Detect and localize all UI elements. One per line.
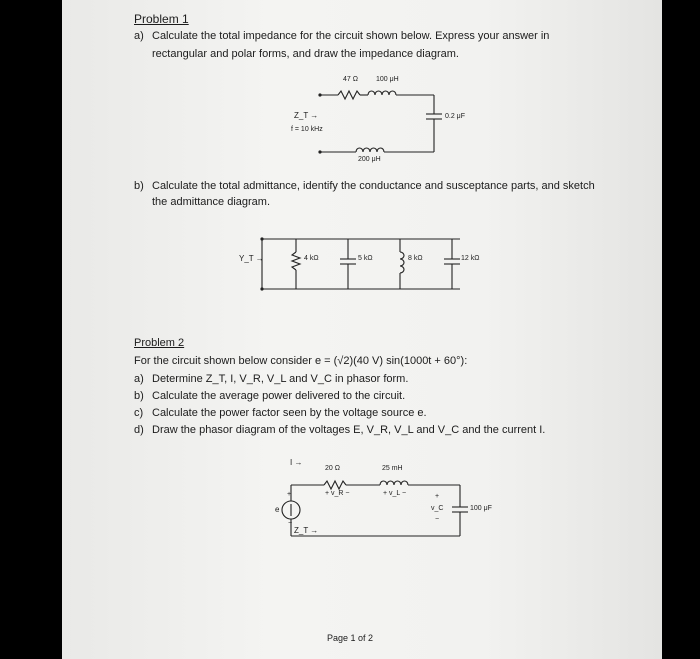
problem2-item-c-text: Calculate the power factor seen by the voltage source e. xyxy=(152,407,427,419)
problem2-item-d-text: Draw the phasor diagram of the voltages E, V_R, V_L and V_C and the current I. xyxy=(152,424,546,436)
problem1-part-a-line2: rectangular and polar forms, and draw the impedance diagram. xyxy=(152,48,459,60)
circuit-b-c1-label: 5 kΩ xyxy=(358,255,373,262)
problem1-title: Problem 1 xyxy=(134,12,189,26)
voltage-source-icon xyxy=(282,501,300,519)
problem1-part-a-line1: Calculate the total impedance for the circuit shown below. Express your answer in xyxy=(152,30,550,42)
circuit-a-zt-label: Z_T → xyxy=(294,111,319,120)
circuit-b-wires xyxy=(260,237,460,290)
circuit-b-r1-label: 4 kΩ xyxy=(304,255,319,262)
circuit-2-capacitor-label: 100 μF xyxy=(470,505,492,512)
problem2-item-a-text: Determine Z_T, I, V_R, V_L and V_C in phasor form. xyxy=(152,373,409,385)
circuit-a-capacitor-label: 0.2 μF xyxy=(445,113,465,120)
circuit-2-vc-minus: − xyxy=(435,516,440,523)
circuit-2-vl-label: + v_L − xyxy=(383,490,407,497)
problem2-title: Problem 2 xyxy=(134,337,185,349)
problem2-item-b-text: Calculate the average power delivered to the circuit. xyxy=(152,390,406,402)
circuit-2-vc-label: v_C xyxy=(431,505,444,512)
circuit-b-c2-label: 12 kΩ xyxy=(461,255,480,262)
circuit-b-yt-label: Y_T → xyxy=(239,254,264,263)
circuit-2-source-plus: + xyxy=(287,491,292,498)
problem1-part-b-label: b) xyxy=(134,180,144,192)
circuit-2-zt-label: Z_T → xyxy=(294,526,319,535)
problem1-part-b-line2: the admittance diagram. xyxy=(152,196,271,208)
circuit-a-resistor-label: 47 Ω xyxy=(343,76,358,83)
circuit-2-source-e-label: e xyxy=(275,505,280,514)
circuit-b-r2-label: 8 kΩ xyxy=(408,255,423,262)
page-number: Page 1 of 2 xyxy=(327,633,374,643)
circuit-2-vc-plus: + xyxy=(435,493,440,500)
circuit-2-source-minus: − xyxy=(288,520,293,527)
circuit-a-wires xyxy=(318,91,442,154)
problem2-item-a-label: a) xyxy=(134,373,144,385)
circuit-2-vr-label: + v_R − xyxy=(325,490,350,497)
problem2-item-d-label: d) xyxy=(134,424,144,436)
problem1-part-a-label: a) xyxy=(134,30,144,42)
circuit-2-current-label: I → xyxy=(290,458,303,467)
circuit-a-frequency-label: f = 10 kHz xyxy=(291,126,323,133)
problem2-item-c-label: c) xyxy=(134,407,144,419)
circuit-2-inductor-label: 25 mH xyxy=(382,465,403,472)
problem2-item-b-label: b) xyxy=(134,390,144,402)
worksheet-page xyxy=(62,0,662,659)
problem2-intro: For the circuit shown below consider e = (√2)(40 V) sin(1000t + 60°): xyxy=(134,355,468,367)
problem1-part-b-line1: Calculate the total admittance, identify the conductance and susceptance parts, and sketch xyxy=(152,180,595,192)
circuit-2-resistor-label: 20 Ω xyxy=(325,465,340,472)
circuit-a-inductor2-label: 200 μH xyxy=(358,156,381,163)
circuit-a-diagram xyxy=(62,0,662,659)
circuit-a-inductor1-label: 100 μH xyxy=(376,76,399,83)
